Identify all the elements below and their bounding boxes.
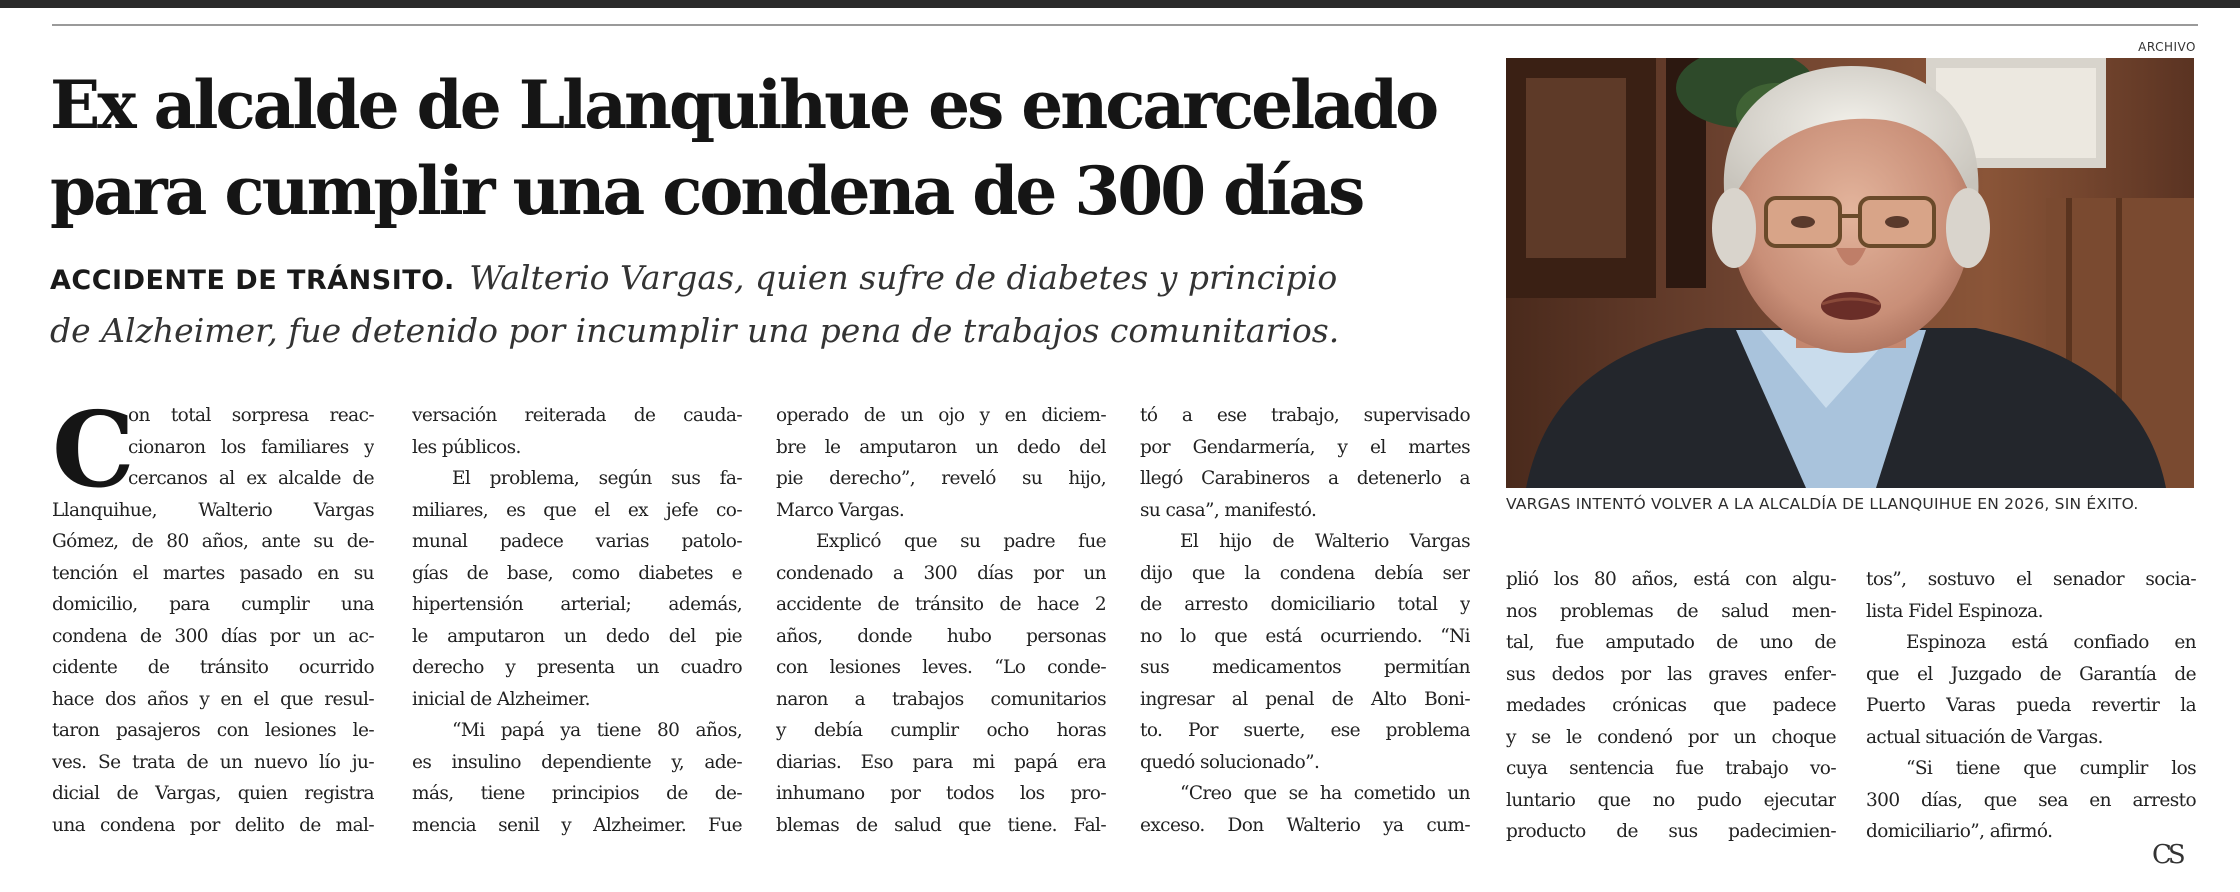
column-2-line: versación reiterada de cauda- (412, 405, 742, 426)
column-6-line: domiciliario”, afirmó. (1866, 821, 2053, 842)
column-1-line: Llanquihue, Walterio Vargas (52, 499, 374, 521)
article-photo (1506, 58, 2194, 488)
column-5-line: cuya sentencia fue trabajo vo- (1506, 758, 1836, 779)
column-5-line: tal, fue amputado de uno de (1506, 632, 1836, 653)
column-5-line: sus dedos por las graves enfer- (1506, 663, 1836, 685)
column-2-line: hipertensión arterial; además, (412, 594, 742, 615)
column-3-line: años, donde hubo personas (776, 625, 1106, 647)
column-6-line: “Si tiene que cumplir los (1906, 758, 2196, 779)
column-4-line: sus medicamentos permitían (1140, 657, 1470, 678)
column-4-line: su casa”, manifestó. (1140, 499, 1317, 521)
column-6-line: Espinoza está confiado en (1906, 632, 2196, 653)
column-2-line: más, tiene principios de de- (412, 783, 742, 804)
headline (50, 62, 1480, 234)
column-3-line: operado de un ojo y en diciem- (776, 405, 1106, 426)
column-6-line: 300 días, que sea en arresto (1866, 789, 2196, 811)
column-3-line: con lesiones leves. “Lo conde- (776, 657, 1106, 678)
deck-line-2: de Alzheimer, fue detenido por incumplir una pena de trabajos comunitarios. (50, 311, 1340, 350)
column-3-line: condenado a 300 días por un (776, 562, 1106, 584)
column-2 (412, 400, 742, 841)
deck-label: ACCIDENTE DE TRÁNSITO. (50, 265, 455, 296)
column-6-line: tos”, sostuvo el senador socia- (1866, 569, 2196, 590)
column-1-line: Gómez, de 80 años, ante su de- (52, 531, 374, 552)
column-2-line: “Mi papá ya tiene 80 años, (452, 720, 742, 741)
column-1-line: domicilio, para cumplir una (52, 594, 374, 615)
column-2-line: le amputaron un dedo del pie (412, 625, 742, 647)
column-6-line: que el Juzgado de Garantía de (1866, 663, 2196, 685)
drop-cap: C (52, 388, 135, 511)
column-4-line: tó a ese trabajo, supervisado (1140, 405, 1470, 426)
column-6-line: lista Fidel Espinoza. (1866, 600, 2043, 622)
column-2-line: miliares, es que el ex jefe co- (412, 499, 742, 521)
column-4-line: no lo que está ocurriendo. “Ni (1140, 625, 1470, 647)
column-2-line: El problema, según sus fa- (452, 468, 742, 489)
column-2-line: derecho y presenta un cuadro (412, 657, 742, 678)
column-3-line: inhumano por todos los pro- (776, 783, 1106, 804)
column-3-line: Marco Vargas. (776, 499, 905, 521)
column-5-line: medades crónicas que padece (1506, 695, 1836, 716)
column-5-line: nos problemas de salud men- (1506, 600, 1836, 622)
column-6-line: Puerto Varas pueda revertir la (1866, 695, 2196, 716)
column-3-line: bre le amputaron un dedo del (776, 436, 1106, 458)
headline-line-2: para cumplir una condena de 300 días (50, 152, 1363, 230)
column-1-line: dicial de Vargas, quien registra (52, 783, 374, 804)
photo-credit: ARCHIVO (2138, 40, 2196, 54)
column-1-body (52, 495, 374, 842)
column-3-line: blemas de salud que tiene. Fal- (776, 814, 1106, 836)
deck (50, 253, 1470, 356)
column-1-line: ves. Se trata de un nuevo lío ju- (52, 751, 374, 773)
column-5-line: luntario que no pudo ejecutar (1506, 789, 1836, 811)
column-4-line: llegó Carabineros a detenerlo a (1140, 468, 1470, 489)
column-3-line: accidente de tránsito de hace 2 (776, 594, 1106, 615)
column-1-line: condena de 300 días por un ac- (52, 625, 374, 647)
column-1-line: taron pasajeros con lesiones le- (52, 720, 374, 741)
column-3-line: y debía cumplir ocho horas (776, 720, 1106, 741)
top-divider (52, 24, 2198, 26)
column-2-line: inicial de Alzheimer. (412, 688, 590, 710)
column-1-line: cionaron los familiares y (128, 436, 374, 458)
column-4-line: El hijo de Walterio Vargas (1180, 531, 1470, 552)
column-1-line: on total sorpresa reac- (128, 405, 374, 426)
masthead-strip (0, 0, 2240, 8)
column-1-line: hace dos años y en el que resul- (52, 688, 374, 710)
headline-line-1: Ex alcalde de Llanquihue es encarcelado (50, 66, 1437, 144)
column-5-line: plió los 80 años, está con algu- (1506, 569, 1836, 590)
column-2-line: es insulino dependiente y, ade- (412, 751, 742, 773)
column-5-line: producto de sus padecimien- (1506, 821, 1836, 842)
column-5-line: y se le condenó por un choque (1506, 726, 1836, 748)
column-1-line: cercanos al ex alcalde de (128, 468, 374, 489)
column-3-line: naron a trabajos comunitarios (776, 688, 1106, 710)
column-3-line: diarias. Eso para mi papá era (776, 751, 1106, 773)
column-2-line: gías de base, como diabetes e (412, 562, 742, 584)
column-4-line: to. Por suerte, ese problema (1140, 720, 1470, 741)
deck-line-1: Walterio Vargas, quien sufre de diabetes y principio (469, 258, 1338, 297)
column-2-line: les públicos. (412, 436, 521, 458)
column-1-line: cidente de tránsito ocurrido (52, 657, 374, 678)
column-4-line: “Creo que se ha cometido un (1180, 783, 1470, 804)
column-1 (128, 400, 374, 495)
photo-caption: VARGAS INTENTÓ VOLVER A LA ALCALDÍA DE LLANQUIHUE EN 2026, SIN ÉXITO. (1506, 495, 2139, 513)
column-1-line: una condena por delito de mal- (52, 814, 374, 836)
column-4-line: por Gendarmería, y el martes (1140, 436, 1470, 458)
column-5 (1506, 564, 1836, 848)
column-6 (1866, 564, 2196, 848)
column-4 (1140, 400, 1470, 841)
column-4-line: de arresto domiciliario total y (1140, 594, 1470, 615)
column-4-line: quedó solucionado”. (1140, 751, 1320, 773)
column-1-line: tención el martes pasado en su (52, 562, 374, 584)
column-3-line: pie derecho”, reveló su hijo, (776, 468, 1106, 489)
column-4-line: ingresar al penal de Alto Boni- (1140, 688, 1470, 710)
column-2-line: munal padece varias patolo- (412, 531, 742, 552)
column-4-line: dijo que la condena debía ser (1140, 562, 1470, 584)
column-6-line: actual situación de Vargas. (1866, 726, 2103, 748)
end-of-article-mark: CS (2152, 840, 2182, 870)
column-2-line: mencia senil y Alzheimer. Fue (412, 814, 742, 836)
column-3 (776, 400, 1106, 841)
column-3-line: Explicó que su padre fue (816, 531, 1106, 552)
column-4-line: exceso. Don Walterio ya cum- (1140, 814, 1470, 836)
